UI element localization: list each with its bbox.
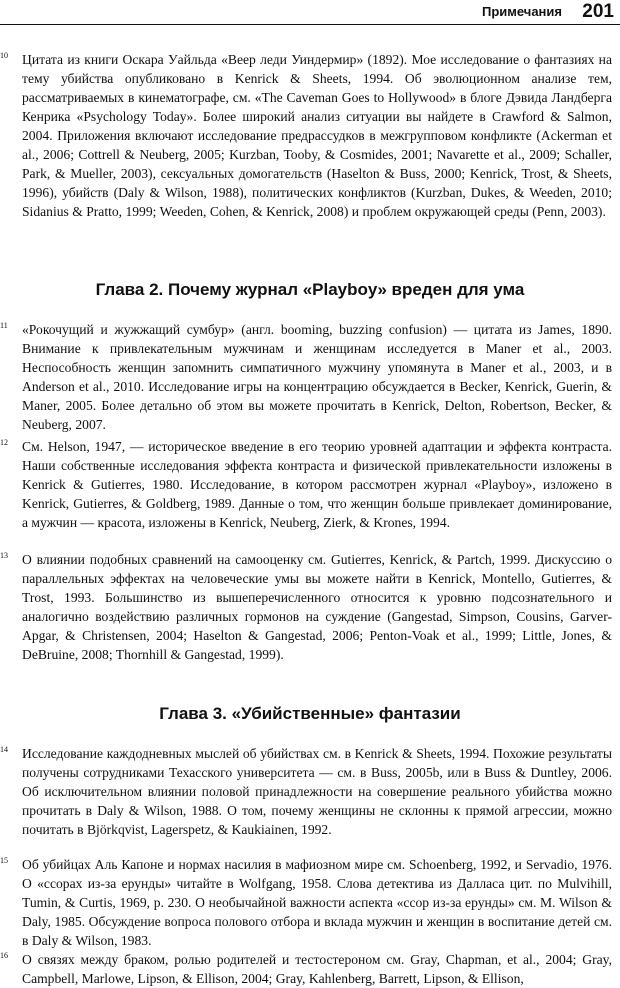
endnote-number: 10 [0, 51, 8, 60]
endnote-14 [0, 744, 620, 839]
endnote-number: 11 [0, 321, 8, 330]
endnote-11 [0, 320, 620, 434]
endnote-number: 12 [0, 438, 8, 447]
running-header-title: Примечания [481, 4, 562, 19]
endnote-10 [0, 50, 620, 221]
endnote-number: 13 [0, 551, 8, 560]
endnote-text: «Рокочущий и жужжащий сумбур» (англ. booming, buzzing confusion) — цитата из James, 1890. Внимание к привлекательным мужчинам и женщинам исследуется в Maner et al., 2003. Неспособность женщин запомнить симпатичного мужчину упомянута в Maner et al., 2003, и в Anderson et al., 2010. Исследование игры на концентрацию обсуждается в Becker, Kenrick, Guerin, & Maner, 2005. Более детально об этом вы можете прочитать в Kenrick, Delton, Robertson, Becker, & Neuberg, 2007. [22, 322, 612, 432]
chapter-3-heading: Глава 3. «Убийственные» фантазии [159, 704, 461, 723]
endnote-16 [0, 950, 620, 988]
endnote-text: О влиянии подобных сравнений на самооценку см. Gutierres, Kenrick, & Partch, 1999. Дискуссию о параллельных эффектах на человеческие умы вы можете найти в Kenrick, Montello, Gutierres, & Trost, 1993. Большинство из вышеперечисленного относится к уровню подсознательного и аналогично воздействию различных гормонов на суждение (Gangestad, Simpson, Cousins, Garver-Apgar, & Christensen, 2004; Haselton & Gangestad, 2006; Penton-Voak et al., 1999; Little, Jones, & DeBruine, 2008; Thornhill & Gangestad, 1999). [22, 552, 612, 662]
endnote-15 [0, 855, 620, 950]
endnote-text: Об убийцах Аль Капоне и нормах насилия в мафиозном мире см. Schoenberg, 1992, и Servadio, 1976. О «ссорах из-за ерунды» читайте в Wolfgang, 1958. Слова детектива из Далласа цит. по Mulvihill, Tumin, & Curtis, 1969, p. 230. О необычайной важности аспекта «ссор из-за ерунды» см. M. Wilson & Daly, 1985. Обсуждение вопроса полового отбора и вклада мужчин и женщин в воспитание детей см. в Daly & Wilson, 1983. [22, 857, 612, 948]
endnote-text: Цитата из книги Оскара Уайльда «Веер леди Уиндермир» (1892). Мое исследование о фантазиях на тему убийства опубликовано в Kenrick & Sheets, 1994. Об эволюционном анализе тем, рассматриваемых в кинематографе, см. «The Caveman Goes to Hollywood» в блоге Дэвида Ландберга Кенрика «Psychology Today». Более широкий анализ ситуации вы найдете в Crawford & Salmon, 2004. Приложения включают исследование предрассудков в межгрупповом конфликте (Ackerman et al., 2006; Cottrell & Neuberg, 2005; Kurzban, Tooby, & Cosmides, 2001; Navarette et al., 2009; Schaller, Park, & Mueller, 2003), сексуальных домогательств (Haselton & Buss, 2000; Kenrick, Trost, & Sheets, 1996), убийств (Daly & Wilson, 1988), политических конфликтов (Kurzban, Dukes, & Weeden, 2010; Sidanius & Pratto, 1999; Weeden, Cohen, & Kenrick, 2008) и проблем окружающей среды (Penn, 2003). [22, 52, 612, 219]
endnote-13 [0, 550, 620, 664]
endnote-text: О связях между браком, ролью родителей и тестостероном см. Gray, Chapman, et al., 2004; Gray, Campbell, Marlowe, Lipson, & Ellison, 2004; Gray, Kahlenberg, Barrett, Lipson, & Ellison, [22, 952, 612, 986]
endnote-number: 14 [0, 745, 8, 754]
endnote-number: 16 [0, 951, 8, 960]
page-number: 201 [582, 1, 614, 22]
endnote-text: См. Helson, 1947, — историческое введение в его теорию уровней адаптации и эффекта контраста. Наши собственные исследования эффекта контраста и физической привлекательности изложены в Kenrick & Gutierres, 1980. Исследование, в котором рассмотрен журнал «Playboy», изложено в Kenrick, Gutierres, & Goldberg, 1989. Данные о том, что женщин больше привлекает доминирование, а мужчин — красота, изложены в Kenrick, Neuberg, Zierk, & Krones, 1994. [22, 439, 612, 530]
chapter-2-heading: Глава 2. Почему журнал «Playboy» вреден для ума [95, 280, 525, 299]
endnote-text: Исследование каждодневных мыслей об убийствах см. в Kenrick & Sheets, 1994. Похожие результаты получены сотрудниками Техасского университета — см. в Buss, 2005b, или в Buss & Duntley, 2006. Об исключительном влиянии половой принадлежности на совершение реального убийства можно прочитать в Daly & Wilson, 1988. О том, почему женщины не склонны к прямой агрессии, можно почитать в Björkqvist, Lagerspetz, & Kaukiainen, 1992. [22, 746, 612, 837]
running-header [0, 0, 620, 25]
endnote-12 [0, 437, 620, 532]
endnote-number: 15 [0, 856, 8, 865]
